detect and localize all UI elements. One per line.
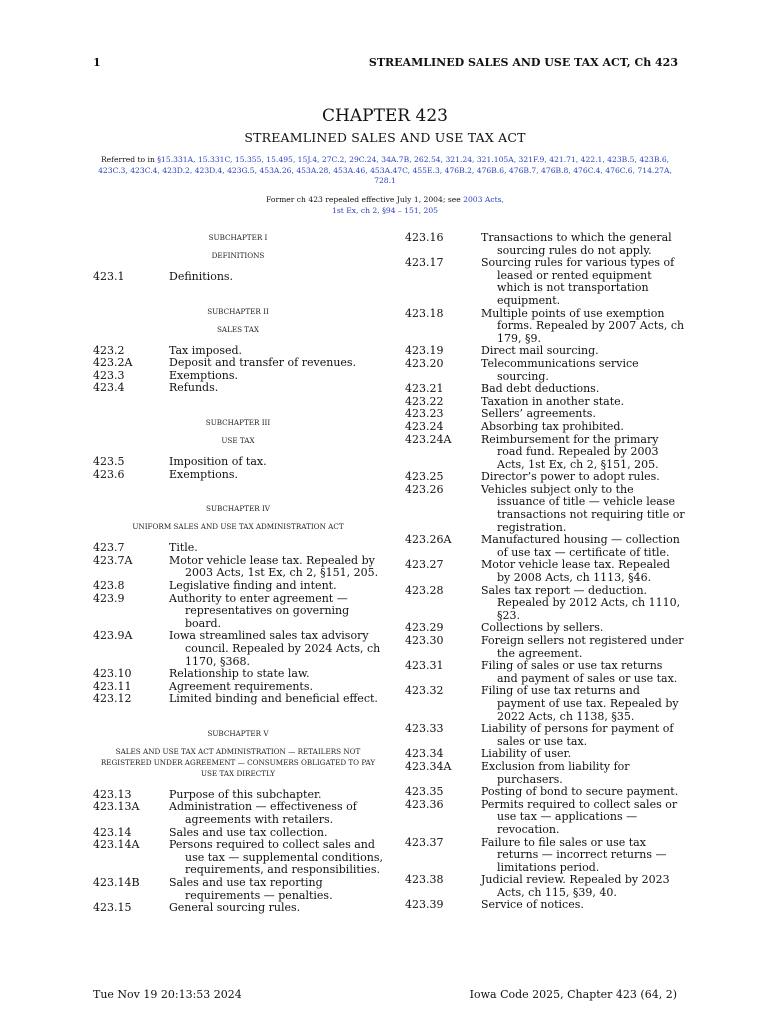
- toc-entry[interactable]: [93, 370, 383, 383]
- section-number: 423.14A: [93, 838, 140, 852]
- section-title: Sellers’ agreements.: [481, 407, 596, 421]
- toc-entry[interactable]: [93, 902, 383, 915]
- toc-entry[interactable]: [405, 660, 685, 685]
- section-number: 423.37: [405, 835, 444, 849]
- section-number: 423.14: [93, 825, 132, 839]
- section-title: Exclusion from liability for purchasers.: [481, 759, 630, 786]
- section-title: Motor vehicle lease tax. Repealed by 2003 Acts, 1st Ex, ch 2, §151, 205.: [169, 553, 379, 580]
- section-number: 423.1: [93, 270, 125, 283]
- section-number: 423.2: [93, 343, 125, 357]
- section-number: 423.35: [405, 785, 444, 799]
- section-title: Refunds.: [169, 381, 219, 395]
- section-title: Taxation in another state.: [481, 394, 625, 408]
- section-number: 423.20: [405, 356, 444, 370]
- section-number: 423.7: [93, 541, 125, 555]
- section-number: 423.31: [405, 659, 444, 673]
- act-title: STREAMLINED SALES AND USE TAX ACT: [244, 130, 526, 145]
- section-title: Liability of persons for payment of sales or use tax.: [481, 722, 674, 748]
- section-number: 423.38: [405, 873, 444, 887]
- toc-entry[interactable]: [93, 456, 383, 469]
- section-number: 423.14B: [93, 876, 140, 890]
- section-title: Sourcing rules for various types of leased or rented equipment which is not transportation equipment.: [481, 256, 675, 307]
- section-title: Iowa streamlined sales tax advisory council. Repealed by 2024 Acts, ch 1170, §368.: [169, 629, 381, 668]
- toc-entry[interactable]: [405, 484, 685, 534]
- section-number: 423.28: [405, 583, 444, 597]
- section-title: Administration — effectiveness of agreements with retailers.: [169, 800, 357, 827]
- chapter-title: CHAPTER 423: [322, 106, 448, 126]
- toc-entry[interactable]: [405, 585, 685, 623]
- toc-entry[interactable]: [93, 668, 383, 681]
- section-number: 423.4: [93, 381, 125, 395]
- section-title: Bad debt deductions.: [481, 382, 600, 396]
- toc-entry[interactable]: [405, 899, 685, 912]
- toc-entry[interactable]: [405, 358, 685, 383]
- subchapter-heading: SUBCHAPTER I: [208, 233, 268, 242]
- section-title: Agreement requirements.: [169, 679, 313, 693]
- toc-entry[interactable]: [93, 542, 383, 555]
- toc-entry[interactable]: [405, 421, 685, 434]
- entry-group: [93, 345, 383, 395]
- toc-entry[interactable]: [405, 799, 685, 837]
- section-number: 423.25: [405, 470, 444, 484]
- section-title: Judicial review. Repealed by 2023 Acts, ch 115, §39, 40.: [481, 873, 670, 899]
- subchapter-heading: SUBCHAPTER III: [205, 417, 271, 427]
- entry-group: [93, 542, 383, 706]
- section-number: 423.24A: [405, 432, 452, 446]
- section-number: 423.9: [93, 591, 125, 605]
- subchapter-name: UNIFORM SALES AND USE TAX ADMINISTRATION ACT: [132, 522, 344, 532]
- section-title: Tax imposed.: [169, 343, 243, 357]
- section-number: 423.34: [405, 747, 444, 761]
- toc-entry[interactable]: [93, 382, 383, 395]
- references-note: [95, 155, 675, 187]
- section-number: 423.11: [93, 679, 132, 693]
- section-title: Multiple points of use exemption forms. Repealed by 2007 Acts, ch 179, §9.: [481, 306, 685, 345]
- toc-entry[interactable]: [93, 469, 383, 482]
- section-number: 423.3: [93, 368, 125, 382]
- toc-entry[interactable]: [405, 232, 685, 257]
- section-number: 423.22: [405, 394, 444, 408]
- section-title: Imposition of tax.: [169, 454, 267, 468]
- section-number: 423.9A: [93, 629, 133, 643]
- entry-group: [93, 456, 383, 481]
- section-title: Reimbursement for the primary road fund. Repealed by 2003 Acts, 1st Ex, ch 2, §151, 205.: [481, 432, 659, 471]
- section-title: General sourcing rules.: [169, 901, 301, 915]
- section-number: 423.6: [93, 467, 125, 481]
- subchapter-name: DEFINITIONS: [211, 251, 265, 260]
- toc-entry[interactable]: [405, 383, 685, 396]
- toc-entry[interactable]: [405, 874, 685, 899]
- section-title: Direct mail sourcing.: [481, 344, 599, 358]
- section-number: 423.26: [405, 482, 444, 496]
- subchapter-heading: SUBCHAPTER IV: [206, 504, 270, 514]
- section-number: 423.39: [405, 898, 444, 912]
- toc-entry[interactable]: [93, 877, 383, 902]
- section-number: 423.8: [93, 578, 125, 592]
- section-title: Relationship to state law.: [169, 667, 310, 681]
- toc-entry[interactable]: [93, 839, 383, 877]
- section-title: Liability of user.: [481, 747, 572, 761]
- toc-entry[interactable]: [405, 559, 685, 584]
- subchapter-name: SALES AND USE TAX ACT ADMINISTRATION — RETAILERS NOT REGISTERED UNDER AGREEMENT — CONSUMERS OBLIGATED TO PAY USE TAX DIRECTLY: [100, 746, 376, 778]
- section-number: 423.10: [93, 667, 132, 681]
- toc-entry[interactable]: [405, 534, 685, 559]
- section-number: 423.2A: [93, 356, 133, 370]
- references-links[interactable]: §15.331A, 15.331C, 15.355, 15.495, 15J.4, 27C.2, 29C.24, 34A.7B, 262.54, 321.24, 321.105A, 321F.9, 421.71, 422.1, 423B.5, 423B.6, 423C.3, 423C.4, 423D.2, 423D.4, 423G.5, 453A.26, 453A.28, 453A.46, 453A.47C, 455E.3, 476B.2, 476B.6, 476B.7, 476B.8, 476C.4, 476C.6, 714.27A, 728.1: [98, 155, 672, 185]
- toc-entry[interactable]: [405, 786, 685, 799]
- section-title: Exemptions.: [169, 368, 239, 382]
- section-number: 423.33: [405, 722, 444, 736]
- section-title: Legislative finding and intent.: [169, 578, 337, 592]
- section-title: Exemptions.: [169, 467, 239, 481]
- right-column: [405, 232, 685, 912]
- toc-entry[interactable]: [405, 635, 685, 660]
- section-title: Purpose of this subchapter.: [169, 787, 322, 801]
- toc-entry[interactable]: [405, 434, 685, 472]
- section-number: 423.7A: [93, 553, 133, 567]
- section-title: Vehicles subject only to the issuance of title — vehicle lease transactions not requiring title or registration.: [481, 482, 685, 534]
- page-number: 1: [93, 56, 101, 69]
- toc-entry[interactable]: [93, 593, 383, 631]
- toc-entry[interactable]: [93, 357, 383, 370]
- footer-citation: Iowa Code 2025, Chapter 423 (64, 2): [469, 988, 677, 1001]
- section-number: 423.13A: [93, 800, 140, 814]
- section-title: Failure to file sales or use tax returns — incorrect returns — limitations period.: [481, 835, 667, 874]
- section-title: Transactions to which the general sourcing rules do not apply.: [481, 231, 672, 257]
- section-title: Foreign sellers not registered under the agreement.: [481, 634, 684, 660]
- section-title: Motor vehicle lease tax. Repealed by 2008 Acts, ch 1113, §46.: [481, 558, 671, 585]
- former-chapter-note: [95, 195, 675, 216]
- subchapter-heading: SUBCHAPTER II: [207, 306, 269, 316]
- toc-entry[interactable]: [93, 555, 383, 580]
- section-title: Director’s power to adopt rules.: [481, 470, 660, 484]
- section-title: Limited binding and beneficial effect.: [169, 692, 378, 706]
- section-title: Filing of sales or use tax returns and payment of sales or use tax.: [481, 659, 678, 685]
- section-title: Authority to enter agreement — representatives on governing board.: [169, 591, 350, 630]
- section-title: Sales and use tax collection.: [169, 825, 328, 839]
- toc-entry[interactable]: [93, 801, 383, 826]
- former-link-acts[interactable]: 2003 Acts,: [463, 195, 504, 204]
- former-text: Former ch 423 repealed effective July 1, 2004; see: [266, 195, 464, 204]
- section-title: Service of notices.: [481, 898, 584, 912]
- subchapter-name: USE TAX: [221, 435, 255, 445]
- section-number: 423.17: [405, 256, 444, 270]
- section-title: Telecommunications service sourcing.: [481, 356, 639, 383]
- toc-entry[interactable]: [405, 257, 685, 307]
- section-title: Filing of use tax returns and payment of use tax. Repealed by 2022 Acts, ch 1138, §35.: [481, 684, 679, 723]
- section-number: 423.16: [405, 231, 444, 244]
- section-number: 423.36: [405, 797, 444, 811]
- section-title: Sales tax report — deduction. Repealed by 2012 Acts, ch 1110, §23.: [481, 583, 681, 622]
- section-number: 423.12: [93, 692, 132, 706]
- toc-entry[interactable]: [93, 630, 383, 668]
- section-number: 423.21: [405, 382, 444, 396]
- section-number: 423.30: [405, 634, 444, 647]
- toc-entry[interactable]: [93, 580, 383, 593]
- section-number: 423.29: [405, 621, 444, 635]
- section-number: 423.23: [405, 407, 444, 421]
- section-title: Deposit and transfer of revenues.: [169, 356, 357, 370]
- entry-group: [93, 789, 383, 915]
- toc-entry[interactable]: [405, 308, 685, 346]
- toc-entry[interactable]: [93, 271, 383, 284]
- section-title: Permits required to collect sales or use tax — applications — revocation.: [481, 797, 678, 836]
- toc-entry[interactable]: [405, 685, 685, 723]
- section-number: 423.34A: [405, 759, 452, 773]
- section-number: 423.24: [405, 419, 444, 433]
- section-number: 423.26A: [405, 533, 452, 547]
- section-number: 423.15: [93, 901, 132, 915]
- toc-entry[interactable]: [405, 723, 685, 748]
- entry-group: [93, 271, 383, 284]
- section-number: 423.19: [405, 344, 444, 358]
- section-title: Persons required to collect sales and use tax — supplemental conditions, requirements, and responsibilities.: [169, 838, 383, 877]
- section-number: 423.5: [93, 454, 125, 468]
- section-title: Collections by sellers.: [481, 621, 604, 635]
- former-link-session[interactable]: 1st Ex, ch 2, §94 – 151, 205: [332, 205, 438, 215]
- footer-timestamp: Tue Nov 19 20:13:53 2024: [93, 988, 242, 1001]
- section-title: Posting of bond to secure payment.: [481, 785, 679, 799]
- left-column: [93, 232, 383, 915]
- running-title: STREAMLINED SALES AND USE TAX ACT, Ch 423: [368, 56, 678, 69]
- toc-entry[interactable]: [405, 761, 685, 786]
- section-title: Definitions.: [169, 270, 234, 283]
- section-number: 423.32: [405, 684, 444, 698]
- toc-entry[interactable]: [405, 837, 685, 875]
- section-title: Absorbing tax prohibited.: [481, 419, 624, 433]
- section-title: Manufactured housing — collection of use tax — certificate of title.: [481, 533, 680, 559]
- subchapter-name: SALES TAX: [216, 324, 260, 334]
- section-number: 423.27: [405, 558, 444, 572]
- toc-entry[interactable]: [405, 471, 685, 484]
- section-number: 423.13: [93, 787, 132, 801]
- toc-entry[interactable]: [93, 693, 383, 706]
- subchapter-heading: SUBCHAPTER V: [207, 728, 269, 738]
- section-title: Sales and use tax reporting requirements — penalties.: [169, 876, 333, 902]
- references-prefix: Referred to in: [100, 155, 158, 164]
- entry-group: [405, 232, 685, 912]
- section-number: 423.18: [405, 306, 444, 320]
- section-title: Title.: [169, 541, 198, 555]
